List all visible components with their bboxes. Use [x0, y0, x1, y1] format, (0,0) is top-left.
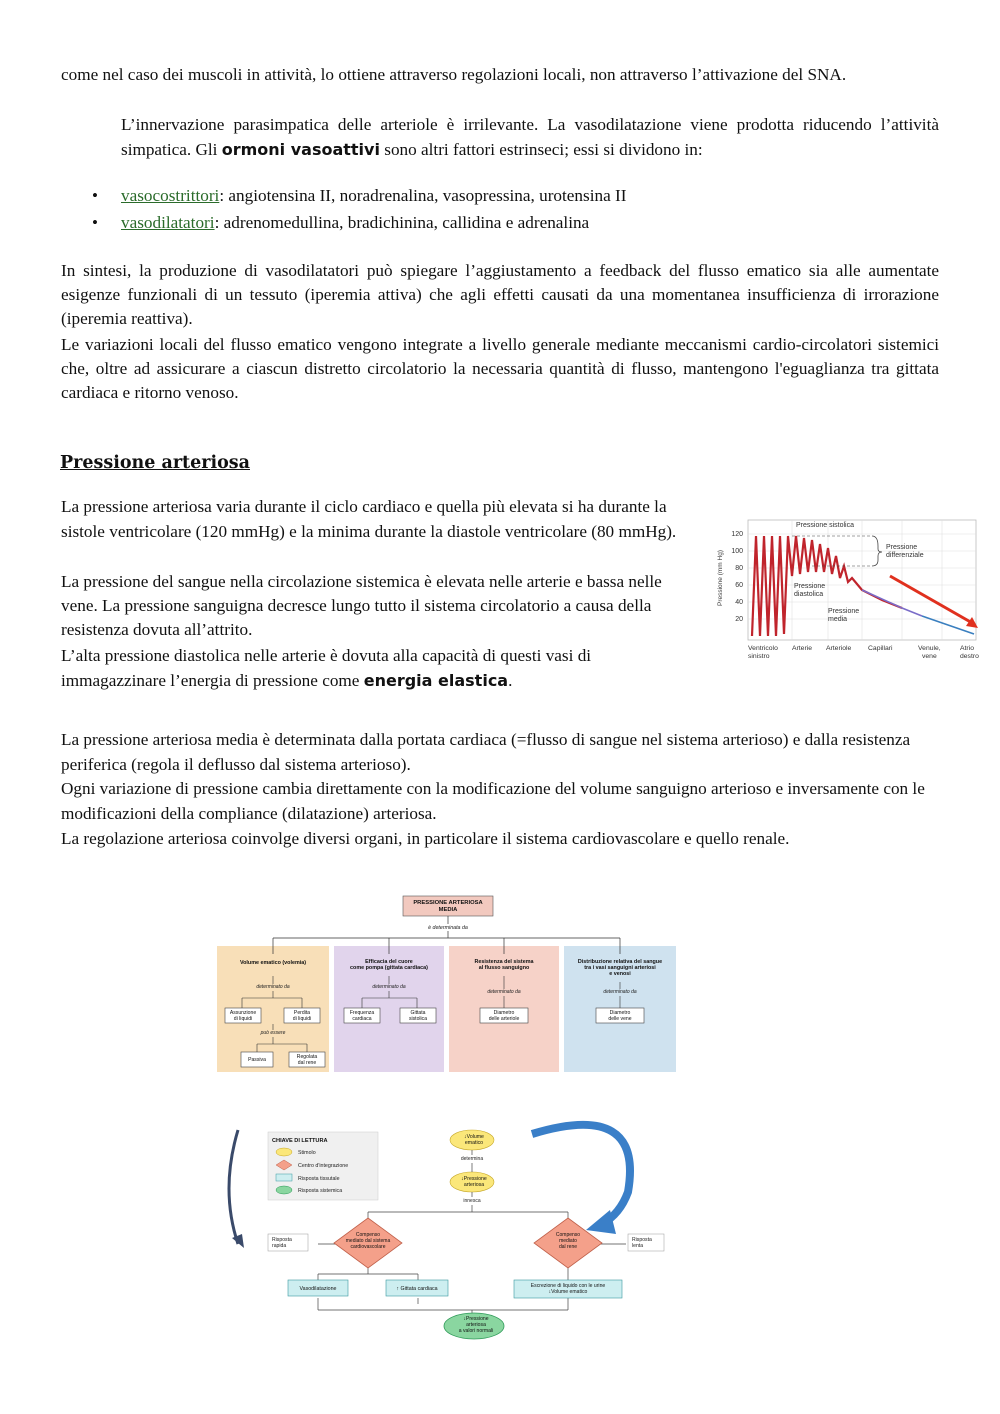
p3-bold: energia elastica	[363, 671, 509, 690]
svg-text:↓Volumeematico: ↓Volume ematico	[464, 1134, 484, 1146]
svg-text:Rispostarapida: Risposta rapida	[272, 1237, 292, 1249]
pressure-paragraph-1: La pressione arteriosa varia durante il ciclo cardiaco e quella più elevata si ha durante la sistole ventricolare (120 mmHg) e la minima durante la diastole ventricolare (80 mmHg).	[61, 497, 677, 541]
x-label: Arteriole	[826, 645, 852, 652]
hormones-text-b: sono altri fattori estrinseci; essi si dividono in:	[379, 139, 703, 159]
col-title: Efficacia del cuore come pompa (gittata cardiaca)	[350, 959, 428, 971]
top-sub: è determinata da	[428, 925, 468, 931]
bullet-text: : adrenomedullina, bradichinina, callidina e adrenalina	[214, 213, 590, 232]
top-box	[403, 896, 493, 916]
y-tick: 100	[731, 548, 743, 555]
mean-pressure-flowchart	[217, 890, 679, 1076]
svg-text:↓Pressionearteriosaa valori no: ↓Pressione arteriosa a valori normali	[458, 1316, 494, 1334]
svg-text:Compensomediatodal rene: Compenso mediato dal rene	[555, 1232, 581, 1250]
bullet-item	[121, 211, 939, 236]
flow-box: Passiva	[248, 1057, 266, 1063]
p3-text: L’alta pressione diastolica nelle arterie è dovuta alla capacità di questi vasi di immagazzinare l’energia di pressione come	[61, 646, 592, 690]
annotation-differential: Pressione differenziale	[886, 544, 924, 559]
svg-text:PRESSIONE ARTERIOSAMEDIA: PRESSIONE ARTERIOSA MEDIA	[413, 900, 483, 913]
intro-paragraph	[61, 63, 939, 88]
x-label: Venule, vene	[918, 645, 941, 660]
x-label: Arterie	[792, 645, 813, 652]
intro-text: come nel caso dei muscoli in attività, lo ottiene attraverso regolazioni locali, non attraverso l’attivazione del SNA.	[61, 65, 847, 84]
flow-box: Assunzione di liquidi	[229, 1010, 257, 1022]
verb-determina: determina	[460, 1156, 484, 1162]
y-tick: 60	[735, 582, 743, 589]
flow-box: Gittata sistolica	[408, 1010, 428, 1022]
p3-end: .	[508, 671, 513, 690]
summary-paragraph: In sintesi, la produzione di vasodilatatori può spiegare l’aggiustamento a feedback del flusso ematico sia alle aumentate esigenze funzionali di un tessuto (iperemia attiva) che agli effetti causati da una momentanea insufficienza di irrorazione (iperemia reattiva).	[61, 261, 939, 328]
svg-text:↓Pressionearteriosa: ↓Pressione arteriosa	[461, 1176, 487, 1188]
legend-item: Risposta sistemica	[298, 1188, 343, 1194]
col-sub2: può essere	[260, 1030, 286, 1036]
hormones-paragraph	[121, 113, 939, 162]
svg-text:Escrezione di liquido con le u: Escrezione di liquido con le urine ↓Volume ematico	[530, 1283, 606, 1295]
flow-box: Perdita di liquidi	[292, 1010, 312, 1022]
legend-item: Risposta tissutale	[298, 1176, 340, 1182]
flow-box: Regolata dal rene	[296, 1054, 318, 1066]
pressure-paragraph-6: La regolazione arteriosa coinvolge diversi organi, in particolare il sistema cardiovascolare e quello renale.	[61, 829, 790, 848]
pressure-paragraph-5: Ogni variazione di pressione cambia direttamente con la modificazione del volume sanguigno arterioso e inversamente con le modificazioni della compliance (dilatazione) arteriosa.	[61, 779, 925, 823]
pressure-chart	[712, 516, 990, 666]
col-sub: determinato da	[487, 989, 521, 995]
summary-paragraph-2: Le variazioni locali del flusso ematico vengono integrate a livello generale mediante meccanismi cardio-circolatori sistemici che, oltre ad assicurare a ciascun distretto circolatorio la necessaria quantità di flusso, mantengono l'eguaglianza tra gittata cardiaca e ritorno venoso.	[61, 335, 939, 402]
y-tick: 120	[731, 531, 743, 538]
bullet-dot: •	[92, 186, 98, 205]
annotation-mean: Pressione media	[828, 608, 860, 623]
y-tick: 80	[735, 565, 743, 572]
legend-title: CHIAVE DI LETTURA	[272, 1138, 328, 1144]
curved-arrow-right	[532, 1125, 630, 1224]
legend-item: Stimolo	[298, 1150, 316, 1156]
y-tick: 40	[735, 599, 743, 606]
pressure-paragraph-2: La pressione del sangue nella circolazione sistemica è elevata nelle arterie e bassa nelle vene. La pressione sanguigna decresce lungo tutto il sistema circolatorio a causa della resistenza dovuta all’attrito.	[61, 572, 662, 639]
verb-innesca: innesca	[463, 1198, 481, 1204]
vasodilatatori-link[interactable]: vasodilatatori	[121, 213, 215, 232]
svg-text:Rispostalenta: Risposta lenta	[632, 1237, 652, 1249]
col-title: Resistenza del sistema al flusso sanguigno	[474, 959, 534, 971]
col-sub: determinato da	[256, 984, 290, 990]
legend-item: Centro d'integrazione	[298, 1163, 349, 1169]
resp-label: Vasodilatazione	[299, 1286, 337, 1292]
regulation-flowchart	[224, 1120, 684, 1344]
col-sub: determinato da	[603, 989, 637, 995]
y-tick: 20	[735, 616, 743, 623]
y-axis-label: Pressione (mm Hg)	[717, 550, 724, 606]
bullet-item	[121, 184, 939, 209]
vasocostrittori-link[interactable]: vasocostrittori	[121, 186, 220, 205]
flow-box: Frequenza cardiaca	[349, 1010, 375, 1022]
hormones-bold-term: ormoni vasoattivi	[221, 139, 380, 159]
flow-box: Diametro delle arteriole	[488, 1010, 520, 1022]
hormones-text-a: L’innervazione parasimpatica delle arteriole è irrilevante. La vasodilatazione viene prodotta riducendo l’attività simpatica. Gli	[121, 115, 939, 159]
pressure-paragraph-4: La pressione arteriosa media è determinata dalla portata cardiaca (=flusso di sangue nel sistema arterioso) e dalla resistenza periferica (regola il deflusso dal sistema arterioso).	[61, 730, 911, 774]
col-title: Distribuzione relativa del sangue tra i vasi sanguigni arteriosi e venosi	[577, 959, 663, 977]
x-label: Capillari	[868, 645, 893, 652]
x-label: Ventricolo sinistro	[748, 645, 778, 660]
annotation-systolic: Pressione sistolica	[796, 522, 854, 529]
x-label: Atrio destro	[960, 645, 979, 660]
flow-box: Diametro delle vene	[608, 1010, 632, 1022]
annotation-diastolic: Pressione diastolica	[794, 583, 826, 598]
svg-text:Compensomediato dal sistemacar: Compenso mediato dal sistema cardiovascolare	[345, 1232, 391, 1250]
bullet-text: : angiotensina II, noradrenalina, vasopressina, urotensina II	[219, 186, 627, 205]
resp-label: ↑ Gittata cardiaca	[396, 1286, 438, 1292]
pressure-paragraph-3	[61, 643, 686, 693]
section-title: Pressione arteriosa	[60, 453, 250, 473]
col-title: Volume ematico (volemia)	[239, 960, 307, 966]
bullet-dot: •	[92, 213, 98, 232]
curved-arrow-left	[229, 1130, 238, 1244]
col-sub: determinato da	[372, 984, 406, 990]
